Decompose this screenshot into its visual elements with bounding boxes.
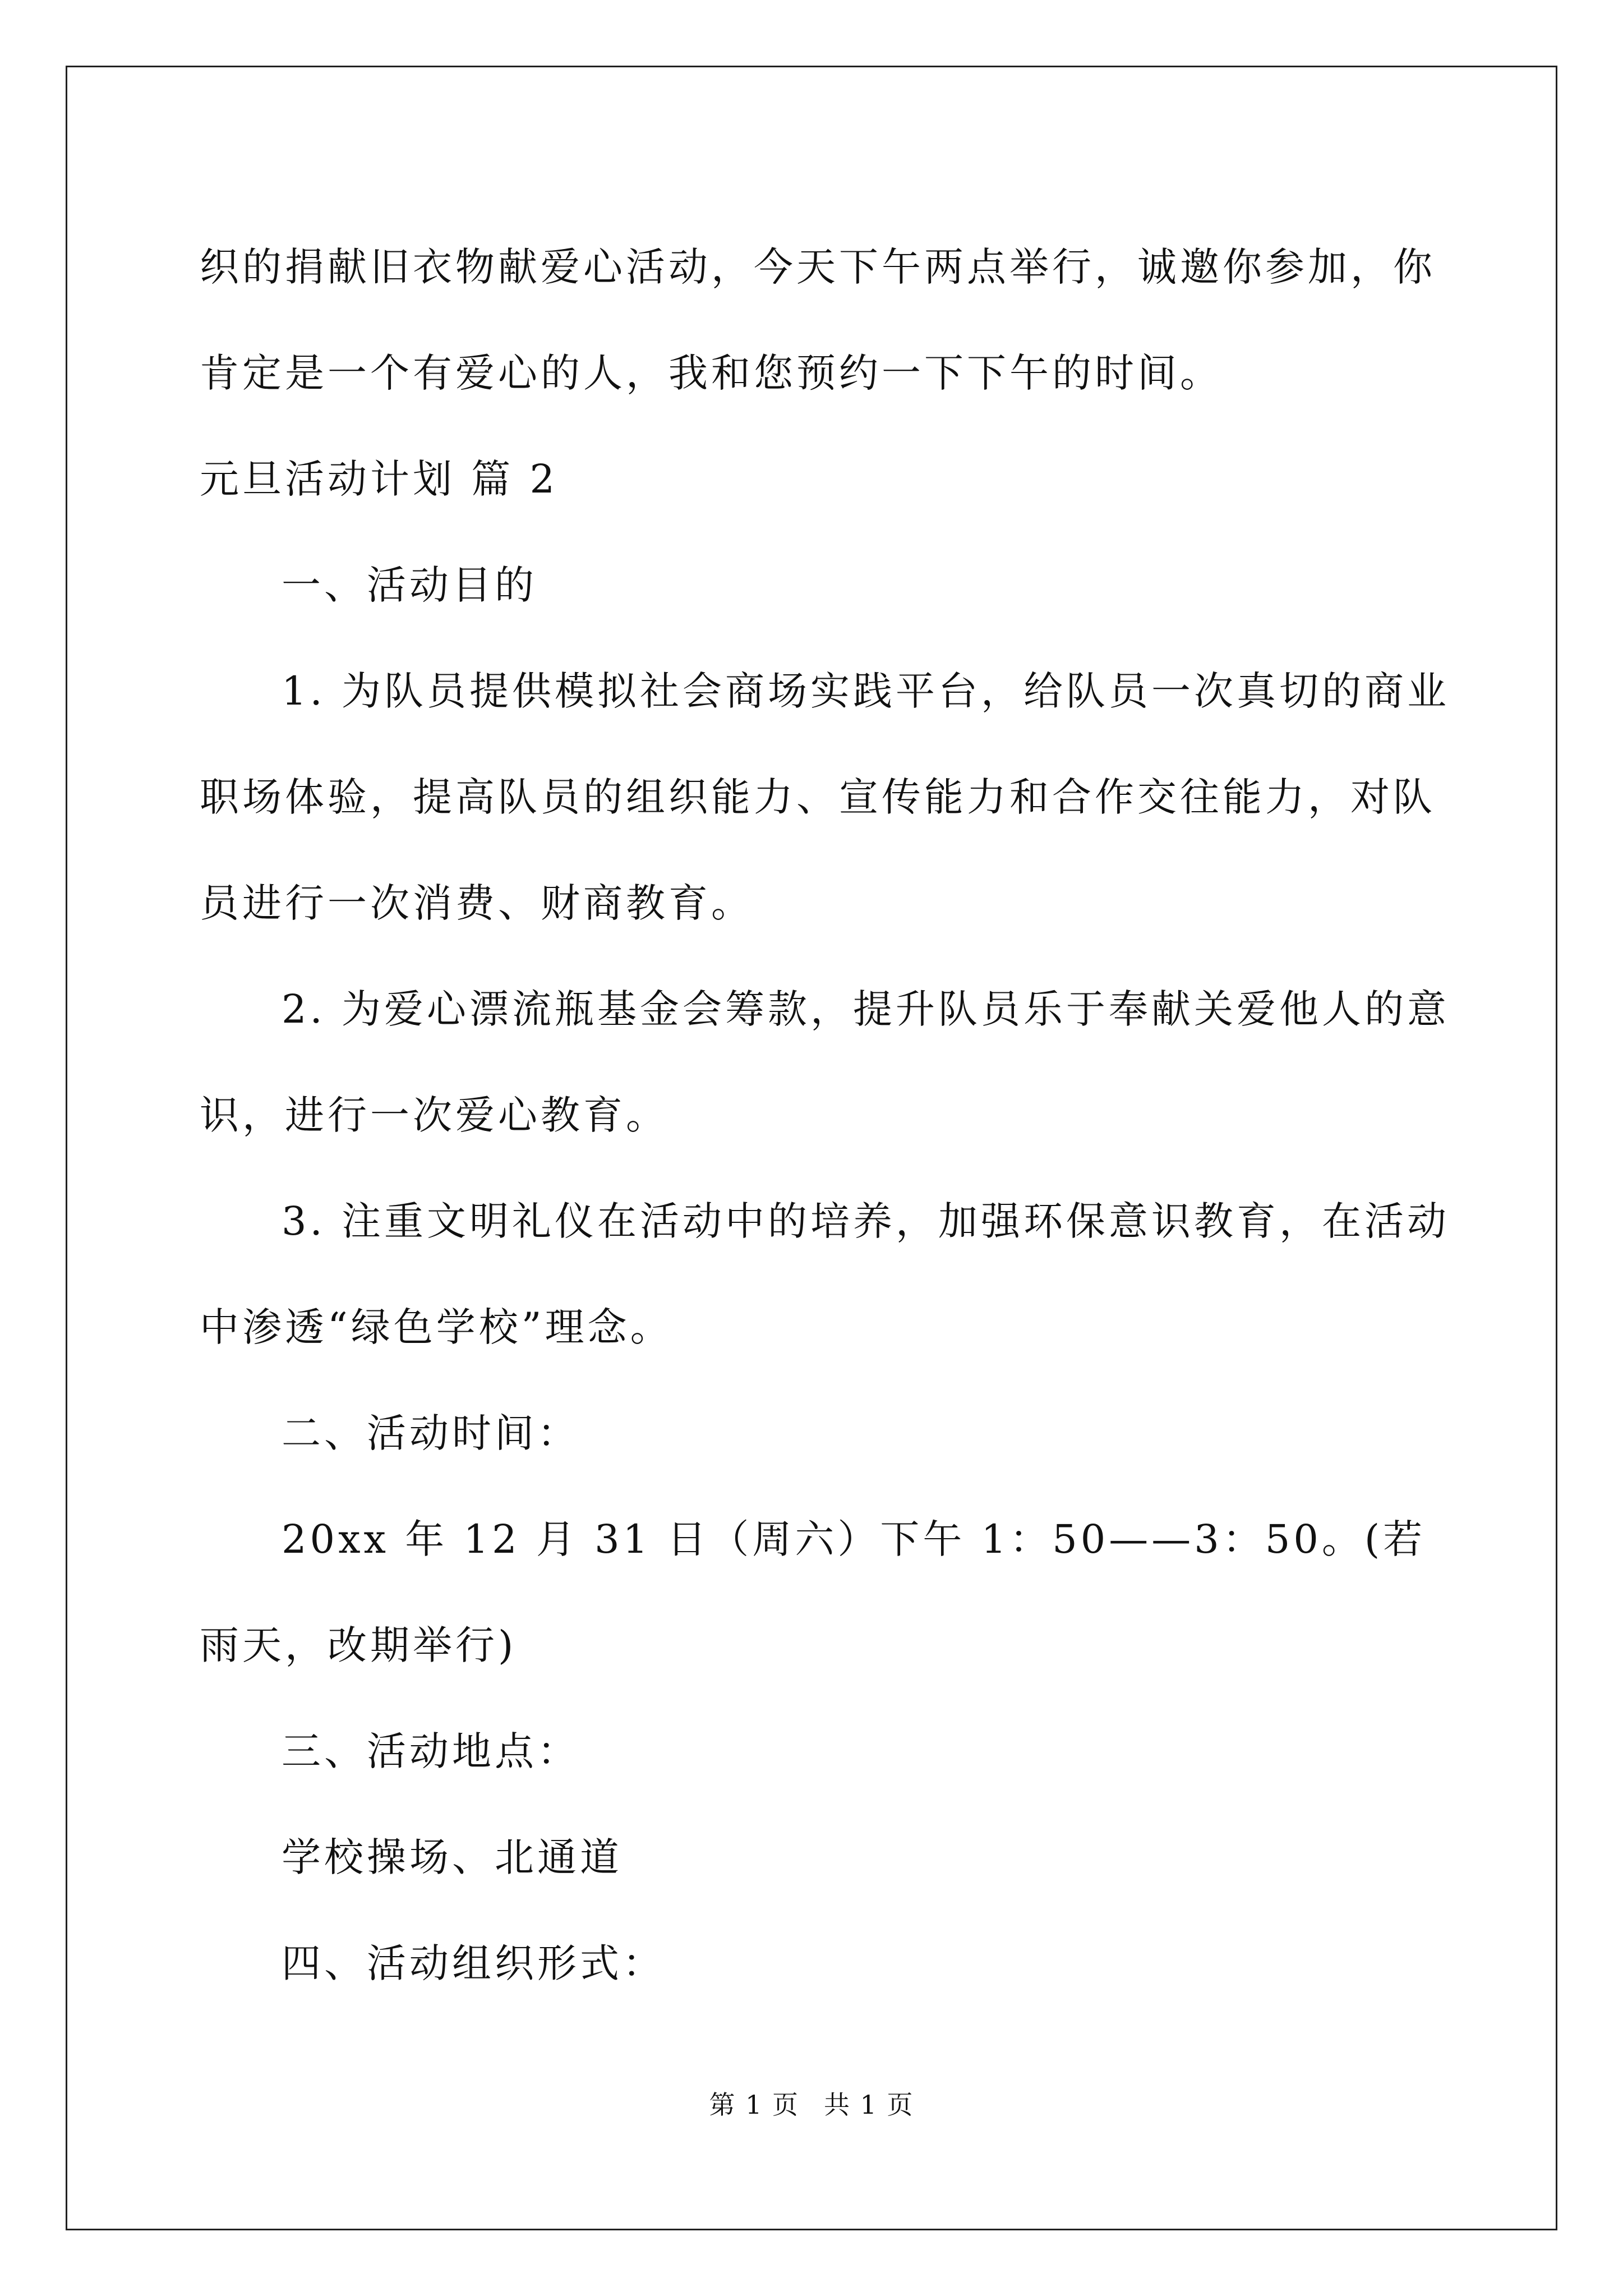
list-item-purpose-3: 3. 注重文明礼仪在活动中的培养，加强环保意识教育，在活动中渗透“绿色学校”理念。 xyxy=(200,1198,1450,1350)
page-number: 第 1 页 xyxy=(709,2090,799,2120)
list-item-purpose-1: 1. 为队员提供模拟社会商场实践平台，给队员一次真切的商业职场体验，提高队员的组织能力、宣传能力和合作交往能力，对队员进行一次消费、财商教育。 xyxy=(200,668,1450,926)
activity-location-detail: 学校操场、北通道 xyxy=(282,1834,623,1880)
page-total: 共 1 页 xyxy=(824,2090,914,2120)
page-footer xyxy=(0,2088,1623,2122)
heading-activity-purpose: 一、活动目的 xyxy=(282,562,537,608)
heading-activity-format: 四、活动组织形式： xyxy=(282,1940,665,1986)
activity-time-detail: 20xx 年 12 月 31 日（周六）下午 1：50——3：50。(若雨天，改期举行) xyxy=(200,1516,1426,1668)
list-item-purpose-2: 2. 为爱心漂流瓶基金会筹款，提升队员乐于奉献关爱他人的意识，进行一次爱心教育。 xyxy=(200,986,1450,1138)
heading-activity-location: 三、活动地点： xyxy=(282,1728,580,1774)
document-body xyxy=(200,214,1451,2017)
paragraph-continuation: 织的捐献旧衣物献爱心活动，今天下午两点举行，诚邀你参加，你肯定是一个有爱心的人，我和您预约一下下午的时间。 xyxy=(200,244,1436,396)
heading-activity-time: 二、活动时间： xyxy=(282,1410,580,1456)
section-heading-plan-2: 元旦活动计划 篇 2 xyxy=(200,456,559,502)
